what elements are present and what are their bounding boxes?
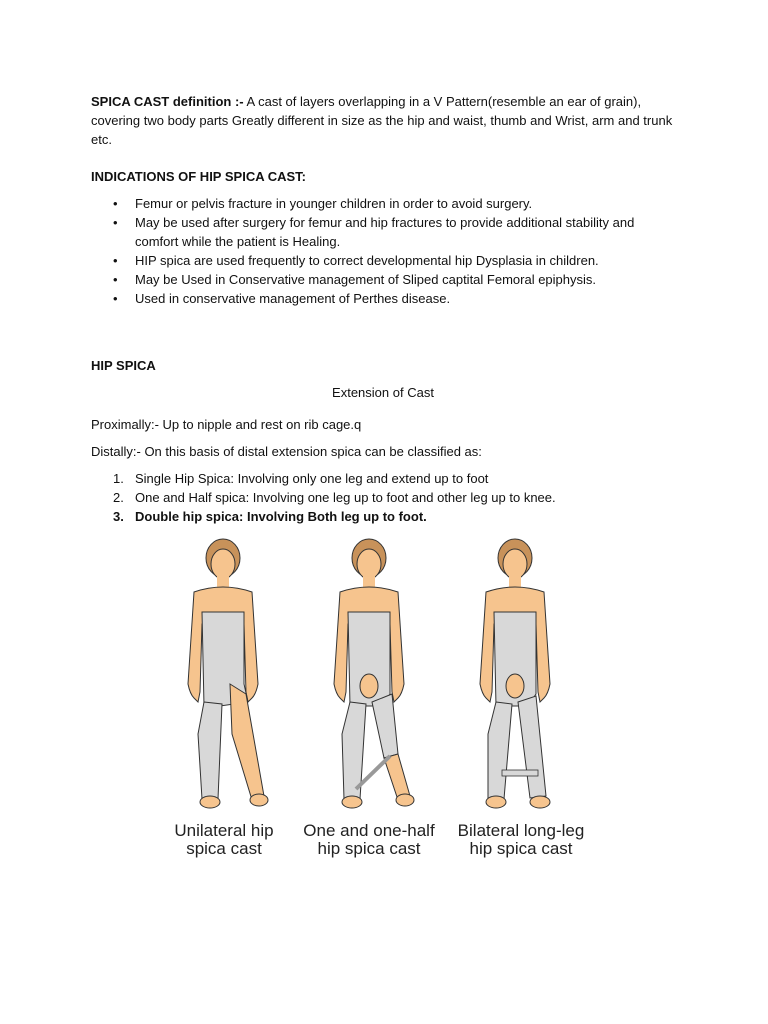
distally-text: Distally:- On this basis of distal extension spica can be classified as: xyxy=(91,444,482,459)
caption-line: spica cast xyxy=(186,839,262,858)
list-item xyxy=(91,507,681,526)
definition-term: SPICA CAST definition :- xyxy=(91,94,244,109)
list-text: Double hip spica: Involving Both leg up to foot. xyxy=(135,509,427,524)
caption-line: Unilateral hip xyxy=(174,821,274,840)
list-item xyxy=(91,469,681,488)
unilateral-figure xyxy=(188,539,268,808)
list-item: • May be used after surgery for femur and hip fractures to provide additional stability and comfort while the patient is Healing. xyxy=(91,213,681,251)
caption-bilateral xyxy=(444,822,598,858)
caption-unilateral xyxy=(164,822,284,858)
definition-paragraph xyxy=(91,92,681,149)
document-body xyxy=(91,92,681,526)
list-item: • Femur or pelvis fracture in younger children in order to avoid surgery. xyxy=(91,194,681,213)
caption-line: hip spica cast xyxy=(317,839,421,858)
extension-subheading: Extension of Cast xyxy=(332,385,434,400)
caption-one-and-half xyxy=(296,822,442,858)
hip-spica-illustration xyxy=(160,534,600,864)
list-text: Single Hip Spica: Involving only one leg and extend up to foot xyxy=(135,471,489,486)
caption-line: Bilateral long-leg xyxy=(457,821,585,840)
list-item: • Used in conservative management of Perthes disease. xyxy=(91,289,681,308)
list-text: One and Half spica: Involving one leg up to foot and other leg up to knee. xyxy=(135,490,556,505)
proximally-text: Proximally:- Up to nipple and rest on rib cage.q xyxy=(91,417,362,432)
spica-figures-svg xyxy=(160,534,600,824)
definition-text: A cast of layers overlapping in a V Pattern(resemble an ear of grain), covering two body parts Greatly different in size as the hip and waist, thumb and Wrist, arm and trunk etc. xyxy=(91,94,673,147)
list-item xyxy=(91,488,681,507)
list-number: 2. xyxy=(113,490,124,505)
hip-spica-heading: HIP SPICA xyxy=(91,358,156,373)
list-item: • May be Used in Conservative management of Sliped captital Femoral epiphysis. xyxy=(91,270,681,289)
caption-line: hip spica cast xyxy=(469,839,573,858)
types-list xyxy=(91,469,681,526)
list-number: 1. xyxy=(113,471,124,486)
caption-line: One and one-half xyxy=(303,821,435,840)
indications-list xyxy=(91,194,681,308)
bilateral-figure xyxy=(480,539,550,808)
one-and-half-figure xyxy=(334,539,414,808)
list-item: • HIP spica are used frequently to correct developmental hip Dysplasia in children. xyxy=(91,251,681,270)
list-number: 3. xyxy=(113,509,124,524)
indications-heading: INDICATIONS OF HIP SPICA CAST: xyxy=(91,169,306,184)
